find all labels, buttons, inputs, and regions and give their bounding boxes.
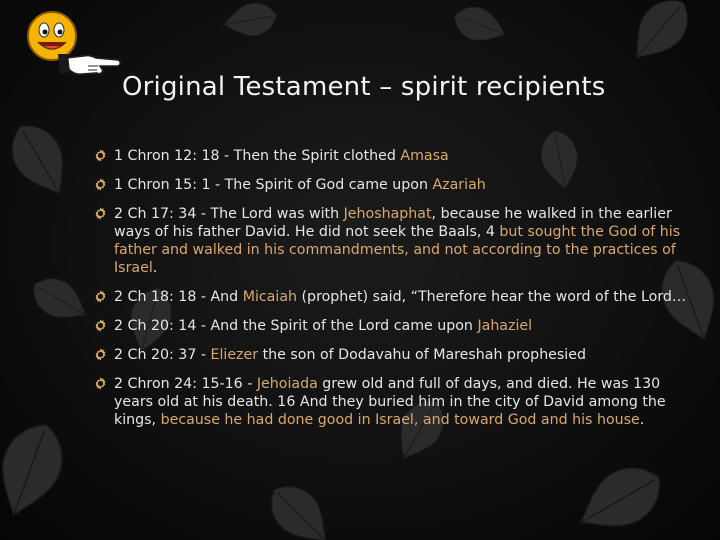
bullet-text: the son of Dodavahu of Mareshah prophesied [258, 346, 586, 363]
bullet-text: (prophet) said, “Therefore hear the word of the Lord… [297, 289, 687, 306]
leaf-icon [620, 0, 699, 71]
leaf-icon [0, 415, 73, 525]
cog-icon [93, 347, 108, 362]
highlighted-text: because he had done good in Israel, and toward God and his house [160, 412, 640, 429]
pointing-hand-icon [58, 54, 120, 74]
bullet-text: . [152, 260, 158, 277]
cog-icon [93, 318, 108, 333]
cog-icon [93, 289, 108, 304]
cog-icon [93, 206, 108, 221]
leaf-icon [0, 115, 79, 206]
bullet-item [94, 147, 700, 165]
bullet-text: grew old and full of days, and died. He was 130 years old at his death. 16 And they buried him in the city of David among the kings, [114, 375, 666, 429]
bullet-item [94, 375, 700, 430]
highlighted-text: Jahaziel [477, 318, 533, 335]
bullet-text: 1 Chron 12: 18 - Then the Spirit clothed [114, 148, 401, 164]
highlighted-text: Jehoiada [256, 375, 318, 392]
cog-icon [93, 177, 108, 192]
bullet-item [94, 205, 700, 278]
cog-icon [93, 376, 108, 391]
bullet-text: 2 Ch 17: 34 - The Lord was with [114, 205, 344, 222]
highlighted-text: Amasa [400, 148, 449, 164]
bullet-text: 2 Ch 20: 14 - And the Spirit of the Lord came upon [114, 318, 478, 335]
bullet-text: 2 Chron 24: 15-16 - [114, 375, 257, 392]
highlighted-text: Azariah [432, 176, 486, 193]
leaf-icon [221, 0, 280, 41]
bullet-item [94, 288, 700, 306]
bullet-text: 2 Ch 20: 37 - [114, 346, 211, 363]
highlighted-text: Jehoshaphat [343, 205, 432, 222]
leaf-icon [449, 1, 511, 50]
bullet-text: 1 Chron 15: 1 - The Spirit of God came upon [114, 176, 433, 193]
bullet-text: , because he walked in the earlier ways of his father David. He did not seek the Baals, 4 [114, 205, 672, 240]
leaf-icon [259, 474, 340, 540]
bullet-list [94, 147, 700, 440]
highlighted-text: Micaiah [242, 289, 298, 306]
slide-title: Original Testament – spirit recipients [122, 72, 606, 102]
bullet-item [94, 317, 700, 335]
bullet-item [94, 346, 700, 364]
cog-icon [93, 148, 108, 163]
leaf-icon [568, 454, 673, 540]
leaf-icon [25, 269, 95, 330]
smiley-pointing-clipart [22, 8, 122, 88]
smiley-face-icon [28, 12, 76, 60]
bullet-text: 2 Ch 18: 18 - And [114, 289, 243, 306]
highlighted-text: but sought the God of his father and walked in his commandments, and not according to the practices of Israel [114, 223, 681, 277]
bullet-text: . [639, 412, 645, 429]
highlighted-text: Eliezer [210, 346, 259, 363]
bullet-item [94, 176, 700, 194]
